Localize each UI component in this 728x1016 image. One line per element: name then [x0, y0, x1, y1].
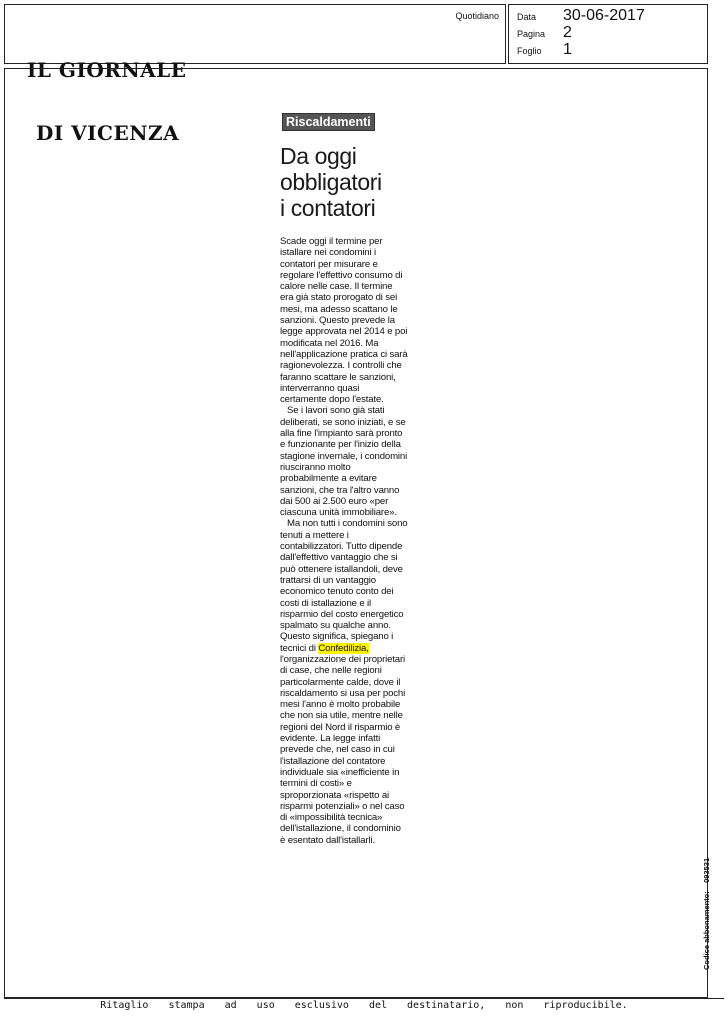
headline-line: obbligatori — [280, 169, 382, 195]
subscription-code-label: Codice abbonamento: — [702, 891, 711, 970]
paragraph-text: Questo significa, spiegano i tecnici di — [280, 631, 394, 654]
sheet-label: Foglio — [517, 46, 542, 56]
article-headline — [280, 143, 440, 221]
date-label: Data — [517, 12, 537, 22]
article-paragraph: Se i lavori sono già stati deliberati, se sono iniziati, e se alla fine l'impianto sarà pronto e funzionante per l'inizio della stagione invernale, i condomini riusciranno molto probabilmente a evitare sanzioni, che tra l'altro vanno dai 500 ai 2.500 euro «per ciascuna unità immobiliare». — [280, 405, 408, 519]
masthead-line-1: IL GIORNALE — [27, 58, 187, 82]
page-value: 2 — [563, 24, 572, 41]
masthead-line-2: DI VICENZA — [36, 121, 180, 145]
article-paragraph: Scade oggi il termine per istallare nei condomini i contatori per misurare e regolare l'effettivo consumo di calore nelle case. Il termine era già stato prorogato di sei mesi, ma adesso scattano le sanzioni. Questo prevede la legge approvata nel 2014 e poi modificata nel 2016. Ma nell'applicazione pratica ci sarà ragionevolezza. I controlli che faranno scattare le sanzioni, interverranno quasi certamente dopo l'estate. — [280, 236, 408, 406]
headline-line: i contatori — [280, 195, 376, 221]
page-label: Pagina — [517, 29, 546, 39]
article-paragraph — [280, 631, 408, 846]
subscription-code-value: 093531 — [702, 857, 711, 883]
subscription-code — [702, 858, 711, 970]
article-kicker: Riscaldamenti — [282, 113, 375, 131]
highlighted-term: Confedilizia, — [318, 642, 369, 654]
article-body — [280, 236, 408, 846]
paragraph-text: l'organizzazione dei proprietari di case, che nelle regioni particolarmente calde, dove il riscaldamento si usa per pochi mesi l'anno è molto probabile che non sia utile, mentre nelle regioni del Nord il risparmio è evidente. La legge infatti prevede che, nel caso in cui l'istallazione del contatore individuale sia «inefficiente in termini di costi» e sproporzionata «rispetto ai risparmi potenziali» o nel caso di «impossibilità tecnica» dell'istallazione, il condominio è esentato dall'istallarli. — [280, 653, 406, 846]
metadata-box — [508, 4, 708, 64]
headline-line: Da oggi — [280, 143, 357, 169]
article-paragraph: Ma non tutti i condomini sono tenuti a mettere i contabilizzatori. Tutto dipende dall'effettivo vantaggio che si può ottenere istallandoli, deve trattarsi di un vantaggio economico tenuto conto dei costi di istallazione e il risparmio del costo energetico spalmato su qualche anno. — [280, 518, 408, 632]
footer-notice: Ritaglio stampa ad uso esclusivo del destinatario, non riproducibile. — [4, 998, 724, 1013]
sheet-value: 1 — [563, 41, 572, 58]
publication-type: Quotidiano — [455, 11, 499, 21]
date-value: 30-06-2017 — [563, 7, 645, 24]
